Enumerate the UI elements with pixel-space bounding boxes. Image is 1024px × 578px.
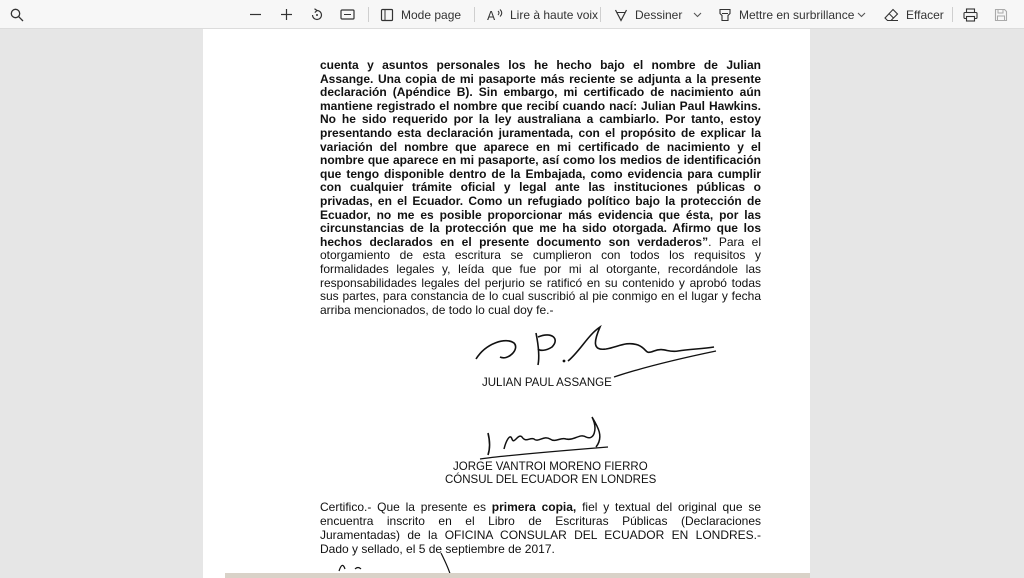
save-button[interactable]: [994, 0, 1008, 29]
search-button[interactable]: [10, 0, 24, 29]
highlight-label: Mettre en surbrillance: [739, 7, 855, 22]
pen-icon: [614, 8, 628, 22]
pdf-page: [203, 29, 810, 578]
chevron-down-icon: [693, 12, 702, 18]
print-button[interactable]: [963, 0, 978, 29]
eraser-icon: [884, 8, 899, 22]
cert-copy-label: primera copia,: [491, 500, 577, 514]
page-mode-icon: [380, 8, 394, 22]
highlight-options-dropdown[interactable]: [857, 0, 866, 29]
erase-label: Effacer: [906, 7, 944, 22]
document-body: [320, 59, 761, 317]
signer1-name: JULIAN PAUL ASSANGE: [482, 377, 612, 389]
toolbar-divider: [600, 7, 601, 22]
declaration-quote: cuenta y asuntos personales los he hecho bajo el nombre de Julian Assange. Una copia de mi pasaporte más reciente se adjunta a la presente declaración (Apéndice B). Sin embargo, mi certificado de nacimiento aún mantiene registrado el nombre que recibí cuando nací: Julian Paul Hawkins. No he sido requerido por la ley australiana a cambiarlo. Por tanto, estoy presentando esta declaración juramentada, con el propósito de explicar la variación del nombre que aparece en mi certificado de nacimiento y el nombre que aparece en mi pasaporte, así como los medios de identificación que tengo disponible dentro de la Embajada, como evidencia para cumplir con cualquier trámite oficial y legal ante las instituciones públicas o privadas, en el Ecuador. Como un refugiado político bajo la protección de Ecuador, no me es posible proporcionar más evidencia que ésta, por las circunstancias de la protección que me ha sido otorgada. Afirmo que los hechos declarados en el presente documento son verdaderos”: [320, 58, 761, 249]
highlight-button[interactable]: [718, 0, 854, 29]
zoom-out-button[interactable]: [249, 0, 262, 29]
declaration-closing: . Para el otorgamiento de esta escritura se cumplieron con todos los requisitos y formalidades legales y, leída que fue por mi al otorgante, recordándole las responsabilidades legales del perjurio se ratificó en su contenido y aprobó todas sus partes, para constancia de lo cual suscribió al pie conmigo en el lugar y fecha arriba mencionados, de todo lo cual doy fe.-: [320, 234, 761, 317]
printer-icon: [963, 8, 978, 22]
signer2-title: CÓNSUL DEL ECUADOR EN LONDRES: [445, 474, 657, 486]
rotate-button[interactable]: [310, 0, 324, 29]
toolbar-divider: [474, 7, 475, 22]
svg-text:A: A: [487, 8, 496, 22]
signature-julian-assange: [468, 321, 728, 383]
save-icon: [994, 8, 1008, 22]
draw-options-dropdown[interactable]: [693, 0, 702, 29]
read-aloud-button[interactable]: [487, 0, 598, 29]
signer2-name: JORGE VANTROI MORENO FIERRO: [453, 461, 648, 473]
read-aloud-label: Lire à haute voix: [510, 7, 599, 22]
toolbar-divider: [368, 7, 369, 22]
page-mode-label: Mode page: [401, 7, 462, 22]
chevron-down-icon: [857, 12, 866, 18]
page-mode-button[interactable]: [380, 0, 461, 29]
plus-icon: [280, 8, 293, 21]
certification-paragraph: [320, 500, 761, 556]
read-aloud-icon: [487, 8, 503, 22]
rotate-icon: [310, 8, 324, 22]
erase-button[interactable]: [884, 0, 944, 29]
cert-intro: Certifico.- Que la presente es: [320, 500, 486, 514]
signature-jorge-moreno: [468, 403, 618, 463]
search-icon: [10, 8, 24, 22]
draw-label: Dessiner: [635, 7, 683, 22]
fit-width-icon: [340, 8, 355, 21]
draw-button[interactable]: [614, 0, 682, 29]
toolbar-divider: [952, 7, 953, 22]
cert-mid: fiel y textual del original que se encuentra inscrito en el Libro de Escrituras Públicas (Declaraciones Juramentadas) de la OFICINA CONSULAR DEL ECUADOR EN LONDRES.-: [320, 500, 761, 542]
zoom-in-button[interactable]: [280, 0, 293, 29]
pdf-toolbar: [0, 0, 1024, 29]
fit-page-button[interactable]: [340, 0, 355, 29]
minus-icon: [249, 8, 262, 21]
next-page-edge: [225, 573, 810, 578]
highlighter-icon: [718, 8, 732, 22]
cert-end: Dado y sellado, el 5 de septiembre de 2017.: [320, 542, 555, 556]
